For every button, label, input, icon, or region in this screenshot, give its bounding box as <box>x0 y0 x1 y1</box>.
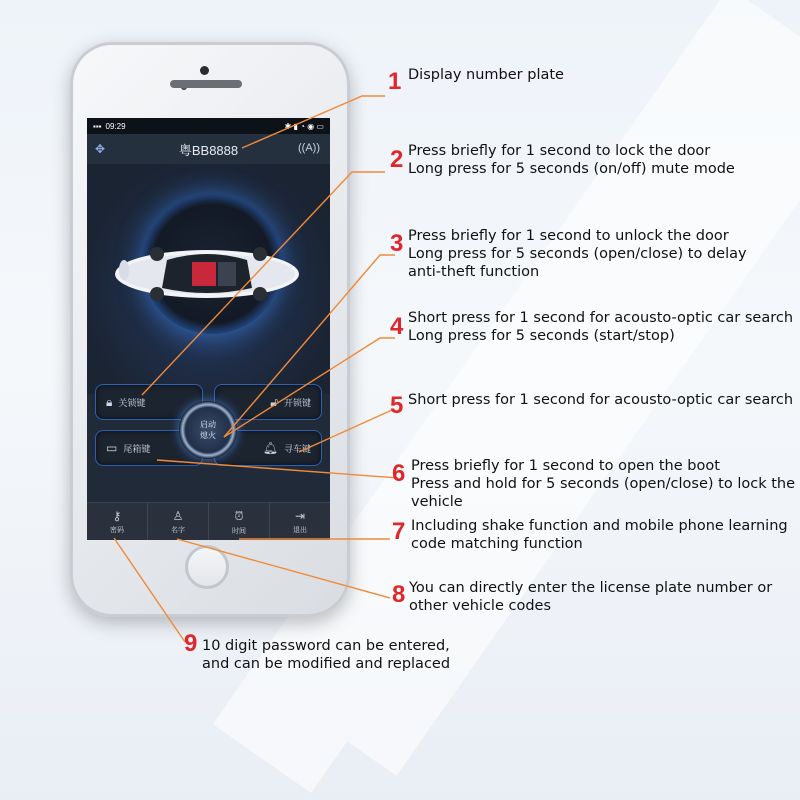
annotation-7-line-1: Including shake function and mobile phone learning <box>411 518 788 534</box>
annotation-8-line-2: other vehicle codes <box>409 598 552 614</box>
annotation-4-line-1: Short press for 1 second for acousto-optic car search <box>408 310 794 326</box>
annotation-9 <box>202 637 450 673</box>
annotation-9-line-2: and can be modified and replaced <box>202 656 451 672</box>
annotation-4-number: 4 <box>390 313 404 340</box>
annotation-8 <box>409 579 772 615</box>
annotation-9-line-1: 10 digit password can be entered, <box>202 638 450 654</box>
annotation-3-number: 3 <box>390 230 404 257</box>
unlock-button-label: 开锁键 <box>283 397 311 408</box>
annotation-1 <box>408 66 564 84</box>
annotation-5-line-1: Short press for 1 second for acousto-optic car search <box>408 392 794 408</box>
status-icons-right: ✱ ▮ ◔ ◉ ▭ <box>284 121 324 131</box>
annotation-7-number: 7 <box>392 518 406 545</box>
status-icons-left: ▪▪▪ <box>93 121 102 131</box>
start-label: 启动 <box>200 420 216 429</box>
antenna-icon[interactable]: ((A)) <box>298 142 320 154</box>
annotation-2-line-2: Long press for 5 seconds (on/off) mute mode <box>408 161 735 177</box>
annotation-1-line-1: Display number plate <box>408 67 564 83</box>
annotation-5 <box>408 391 793 409</box>
annotation-1-number: 1 <box>388 68 402 95</box>
lock-button-label: 关锁键 <box>118 397 146 408</box>
nav-password-label: 密码 <box>110 527 124 534</box>
annotation-3-line-1: Press briefly for 1 second to unlock the door <box>408 228 729 244</box>
exit-icon: ⇥ <box>294 509 306 523</box>
annotation-6-line-3: vehicle <box>411 494 463 510</box>
annotation-8-number: 8 <box>392 581 406 608</box>
alarm-clock-icon: ⏰︎ <box>234 508 244 523</box>
person-icon: ♙ <box>172 509 184 523</box>
annotation-2-line-1: Press briefly for 1 second to lock the door <box>408 143 711 159</box>
nav-exit-label: 退出 <box>293 527 307 534</box>
annotation-2-number: 2 <box>390 146 404 173</box>
bell-icon: 🔔︎ <box>262 441 278 455</box>
nav-name-label: 名字 <box>171 527 185 534</box>
trunk-icon: ▭ <box>106 441 118 455</box>
annotation-7 <box>411 517 788 553</box>
annotation-5-number: 5 <box>390 392 404 419</box>
nav-time-label: 时间 <box>232 527 246 535</box>
annotation-8-line-1: You can directly enter the license plate number or <box>409 580 773 596</box>
annotation-6 <box>411 457 795 511</box>
status-time: 09:29 <box>105 121 126 131</box>
bluetooth-icon[interactable]: ✥ <box>95 142 106 156</box>
annotation-6-number: 6 <box>392 460 406 487</box>
stop-label: 熄火 <box>200 431 216 440</box>
find-car-button-label: 寻车键 <box>283 443 311 454</box>
annotation-3 <box>408 227 747 281</box>
padlock-closed-icon: 🔒︎ <box>106 394 113 409</box>
annotation-2 <box>408 142 735 178</box>
annotation-7-line-2: code matching function <box>411 536 583 552</box>
annotation-4-line-2: Long press for 5 seconds (start/stop) <box>408 328 675 344</box>
annotation-4 <box>408 309 793 345</box>
padlock-open-icon: 🔓︎ <box>270 394 278 409</box>
annotation-3-line-3: anti-theft function <box>408 264 540 280</box>
key-icon: ⚷ <box>112 509 122 523</box>
annotation-6-line-1: Press briefly for 1 second to open the boot <box>411 458 720 474</box>
annotation-6-line-2: Press and hold for 5 seconds (open/close) to lock the <box>411 476 796 492</box>
annotation-9-number: 9 <box>184 630 198 657</box>
license-plate: 粤BB8888 <box>178 142 239 158</box>
trunk-button-label: 尾箱键 <box>123 443 151 454</box>
annotation-3-line-2: Long press for 5 seconds (open/close) to delay <box>408 246 747 262</box>
